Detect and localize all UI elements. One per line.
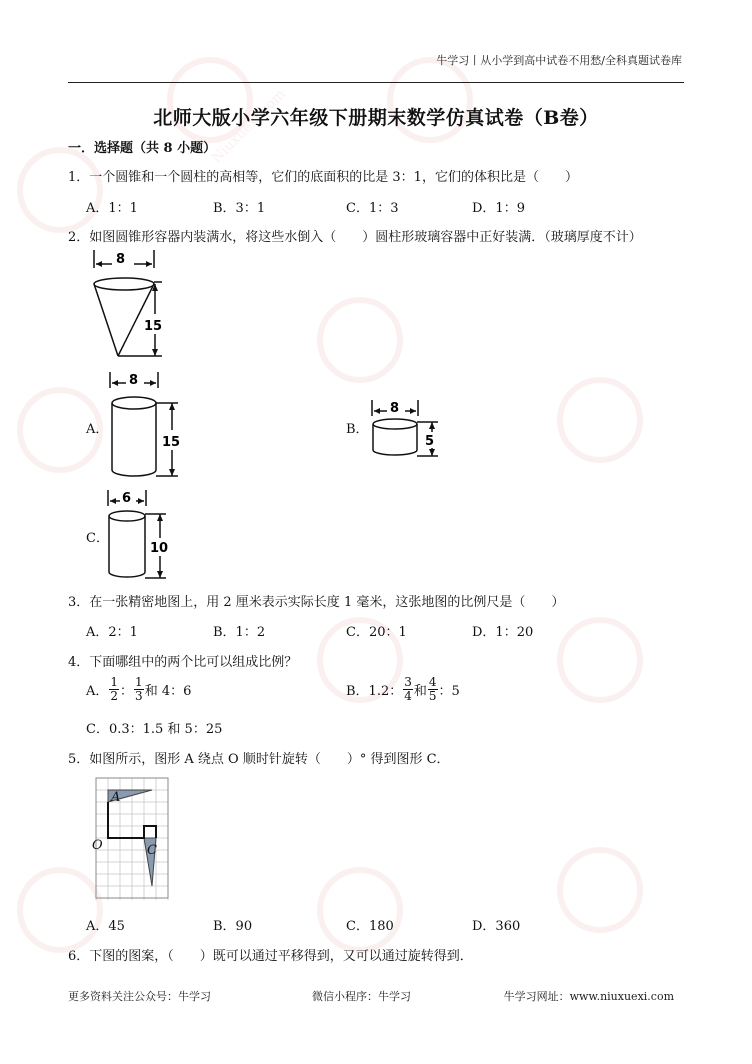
question-1-option-a: A．1：1 [86,201,138,216]
question-3-option-d: D．1：20 [472,625,534,640]
svg-text:Niuxuexi.com: Niuxuexi.com [208,86,289,167]
svg-text:O: O [92,838,103,853]
section-heading: 一．选择题（共 8 小题） [68,141,217,156]
question-2-option-c-label: C． [86,531,109,546]
svg-text:15: 15 [162,435,181,450]
watermark-4 [300,280,420,400]
question-1-option-d: D．1：9 [472,201,525,216]
question-6-text: 6．下图的图案，（ ）既可以通过平移得到，又可以通过旋转得到． [68,949,473,964]
fraction-four-fifths: $\frac{4}{5}$ [428,675,437,703]
option-b-tail: ：5 [438,684,460,699]
question-5-text: 5．如图所示，图形 A 绕点 O 顺时针旋转（ ）° 得到图形 C． [68,752,450,767]
svg-text:8: 8 [390,401,400,416]
question-5-option-a: A．45 [86,919,125,934]
question-4-text: 4．下面哪组中的两个比可以组成比例？ [68,655,298,670]
watermark-5 [540,360,660,480]
header-tagline: 牛学习丨从小学到高中试卷不用愁/全科真题试卷库 [436,54,682,67]
cylinder-option-a [108,370,188,480]
footer-mini-program: 微信小程序：牛学习 [312,990,411,1003]
footer-wechat-account: 更多资料关注公众号：牛学习 [68,990,211,1003]
question-4-option-c: C．0.3：1.5 和 5：25 [86,722,223,737]
footer-website: 牛学习网址：www.niuxuexi.com [503,990,674,1003]
fraction-three-quarters: $\frac{3}{4}$ [404,675,412,703]
question-4-option-a [86,676,191,703]
question-3-option-c: C．20：1 [346,625,407,640]
fraction-one-half: $\frac{1}{2}$ [110,675,119,703]
question-2-text: 2．如图圆锥形容器内装满水，将这些水倒入（ ）圆柱形玻璃容器中正好装满．（玻璃厚度不计） [68,230,642,245]
watermark-11 [540,830,660,950]
question-4-option-b [346,676,460,703]
option-b-label: B．1.2： [346,684,403,699]
header-divider [68,82,684,83]
cylinder-option-c [106,488,176,584]
svg-text:8: 8 [129,373,139,388]
svg-text:15: 15 [144,319,163,334]
watermark-8 [540,600,660,720]
page-title: 北师大版小学六年级下册期末数学仿真试卷（B卷） [153,107,599,129]
question-3-text: 3．在一张精密地图上，用 2 厘米表示实际长度 1 毫米，这张地图的比例尺是（ ） [68,595,565,610]
rotation-grid-figure [92,776,176,904]
svg-text:6: 6 [122,491,132,506]
option-b-and: 和 [413,684,427,699]
question-1-option-c: C．1：3 [346,201,399,216]
question-2-option-a-label: A． [86,422,109,437]
question-5-option-c: C．180 [346,919,394,934]
question-3-option-a: A．2：1 [86,625,138,640]
svg-text:8: 8 [116,252,126,267]
svg-text:10: 10 [150,541,169,556]
svg-text:C: C [147,843,157,858]
option-a-tail: 和 4：6 [144,684,192,699]
question-2-option-b-label: B． [346,422,369,437]
svg-text:5: 5 [425,434,435,449]
question-3-option-b: B．1：2 [213,625,266,640]
ratio-colon: ： [120,684,134,699]
question-5-option-b: B．90 [213,919,253,934]
svg-text:A: A [111,790,121,805]
question-1-option-b: B．3：1 [213,201,266,216]
option-a-label: A． [86,684,109,699]
cone-figure [86,248,186,364]
question-5-option-d: D．360 [472,919,521,934]
fraction-one-third: $\frac{1}{3}$ [135,675,143,703]
cylinder-option-b [370,398,450,462]
question-1-text: 1．一个圆锥和一个圆柱的高相等，它们的底面积的比是 3：1，它们的体积比是（ ） [68,170,578,185]
